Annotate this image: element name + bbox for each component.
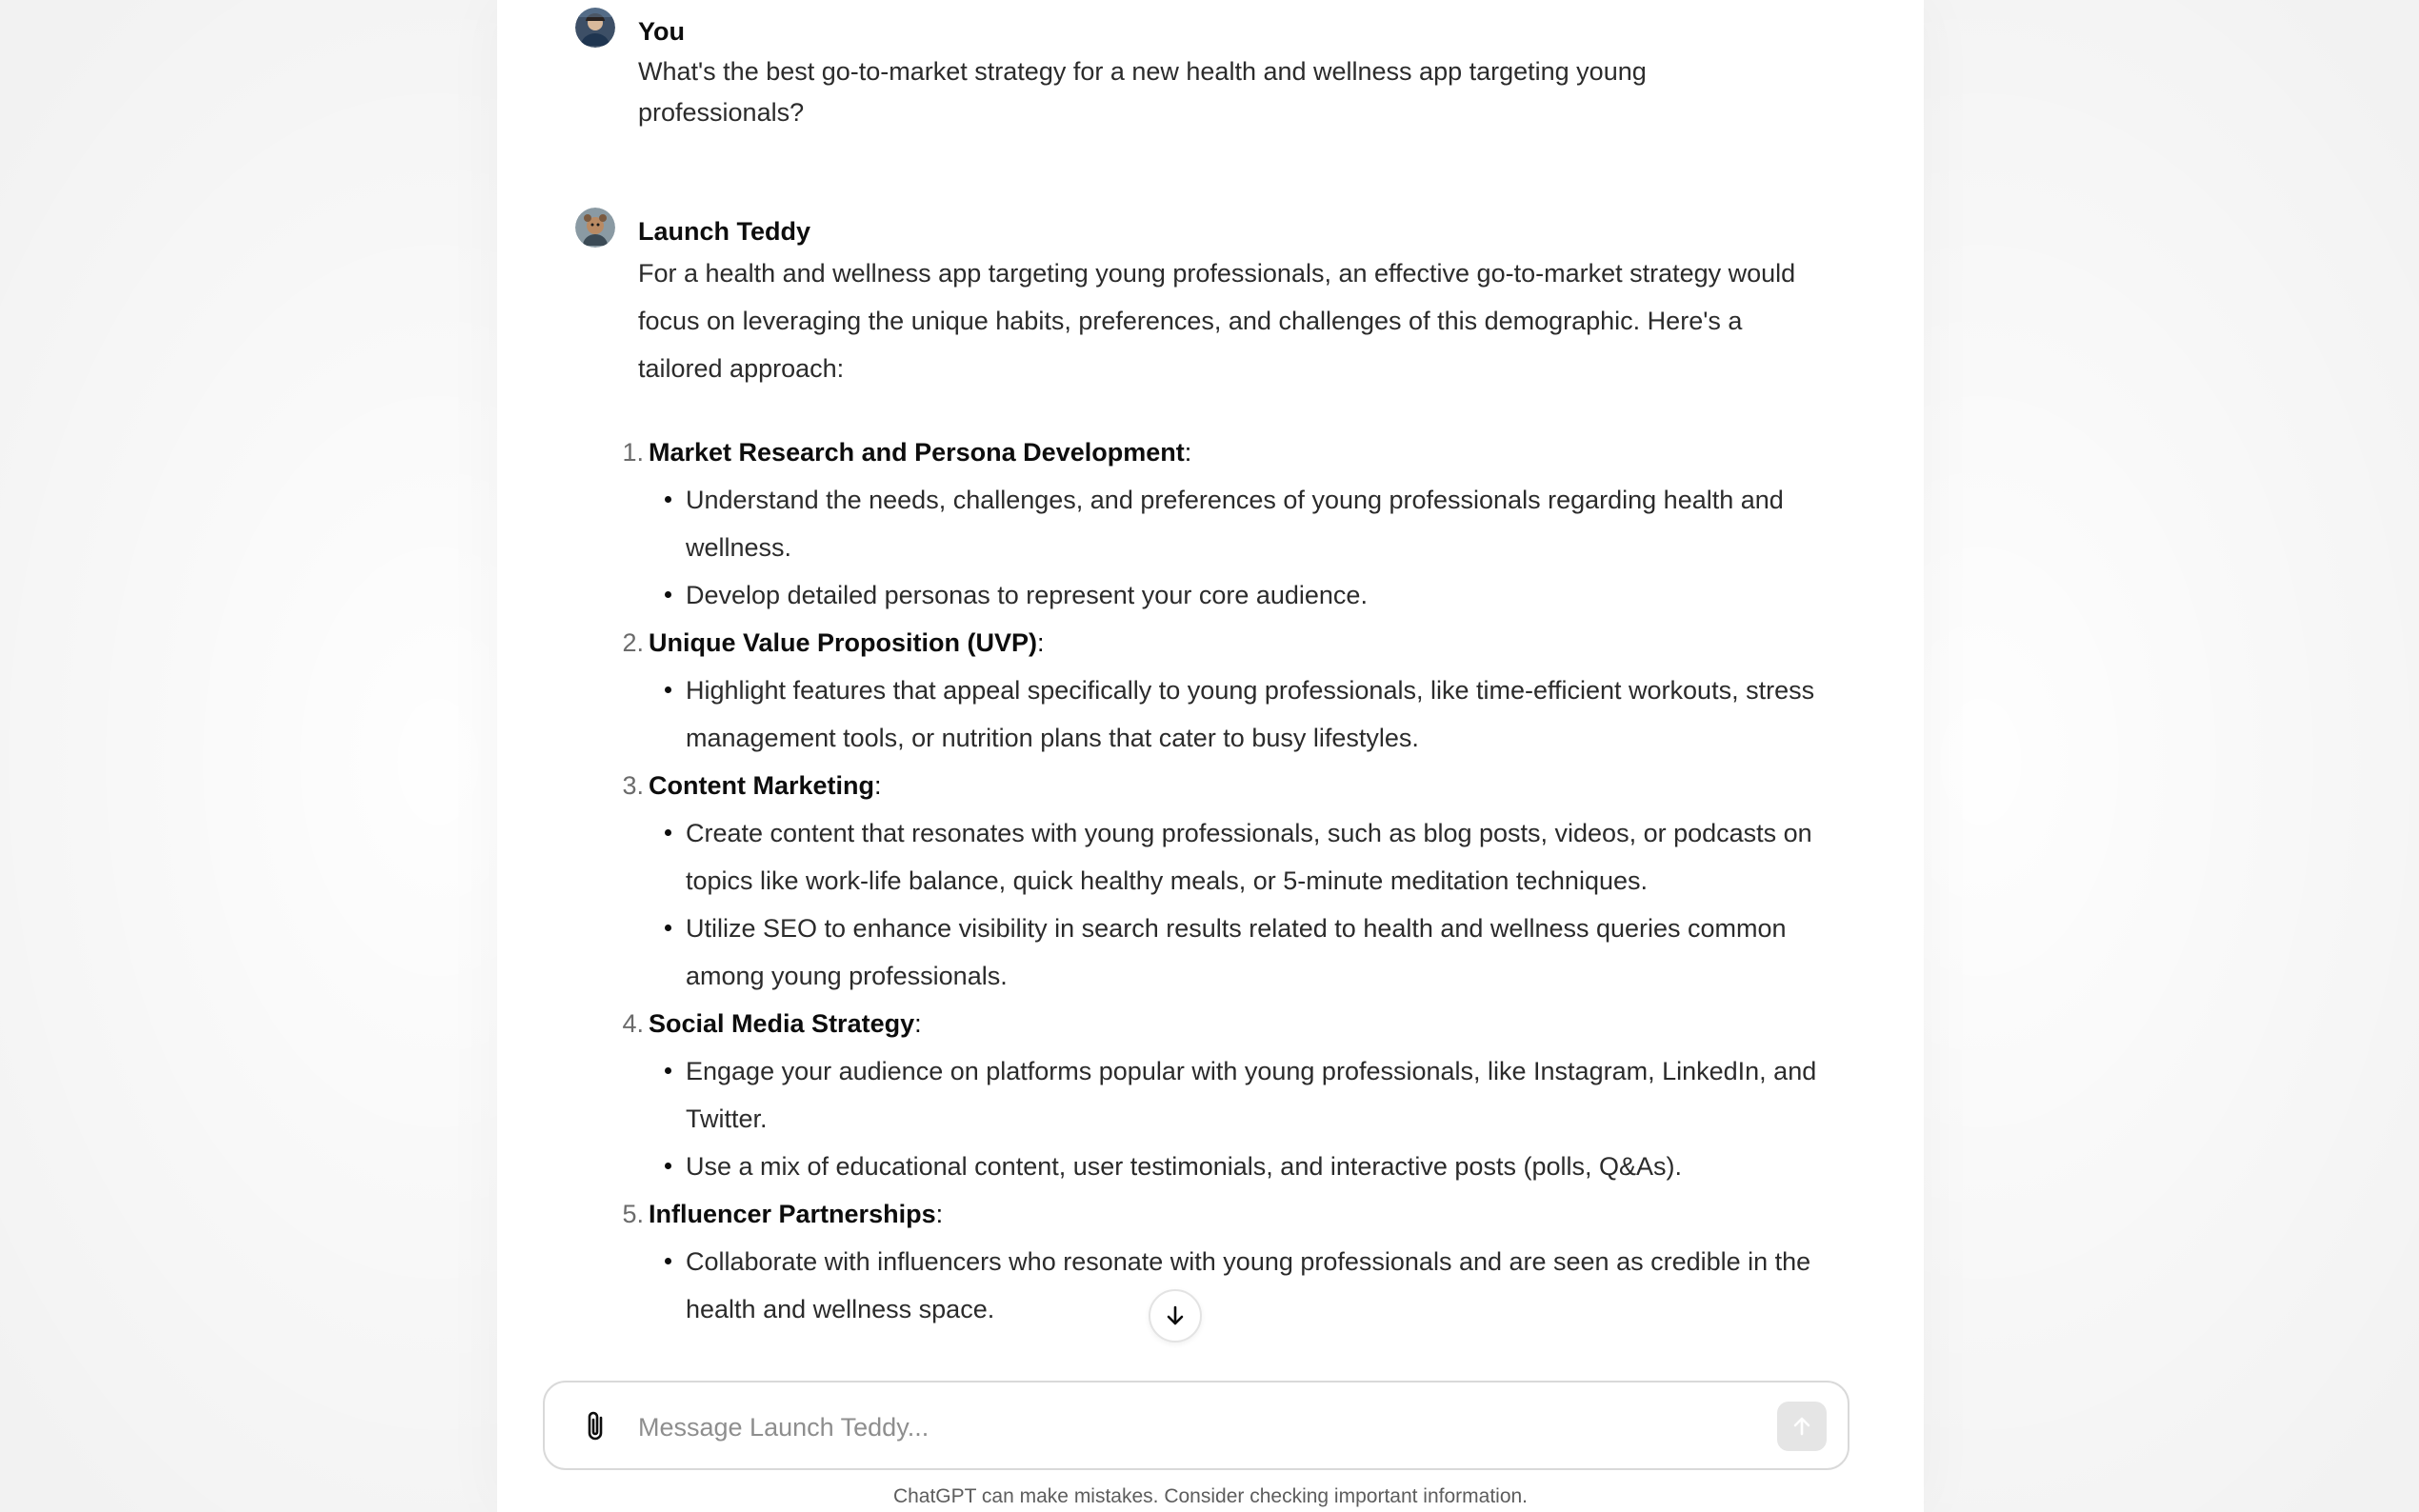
- list-item-text: Create content that resonates with young professionals, such as blog posts, videos, or podcasts on topics like work-life balance, quick healthy meals, or 5-minute meditation techniques.: [686, 819, 1812, 895]
- section-number: 4.: [622, 1009, 644, 1038]
- section-title: Content Marketing:: [649, 771, 882, 800]
- section-heading: [622, 428, 1829, 476]
- bullet-dot: [665, 829, 671, 836]
- list-item: [638, 1238, 1829, 1333]
- bullet-dot: [665, 496, 671, 503]
- bullet-dot: [665, 1067, 671, 1074]
- section-heading: [622, 762, 1829, 809]
- arrow-down-icon: [1163, 1303, 1188, 1328]
- section-title: Influencer Partnerships:: [649, 1200, 944, 1228]
- message-composer: [543, 1381, 1849, 1470]
- chat-panel: [497, 0, 1924, 1512]
- section-title: Unique Value Proposition (UVP):: [649, 628, 1045, 657]
- section-title-text: Unique Value Proposition (UVP): [649, 628, 1038, 657]
- strategy-section: [622, 762, 1829, 1000]
- list-item: [638, 571, 1829, 619]
- list-item: [638, 476, 1829, 571]
- list-item-text: Develop detailed personas to represent your core audience.: [686, 581, 1368, 609]
- assistant-author-name: Launch Teddy: [638, 217, 811, 246]
- section-heading: [622, 1190, 1829, 1238]
- bullet-dot: [665, 591, 671, 598]
- section-title-text: Influencer Partnerships: [649, 1200, 936, 1228]
- strategy-section: [622, 619, 1829, 762]
- strategy-section: [622, 1190, 1829, 1333]
- arrow-up-icon: [1790, 1415, 1813, 1438]
- user-message-text: What's the best go-to-market strategy for a new health and wellness app targeting young professionals?: [638, 57, 1647, 127]
- conversation-scroll-area[interactable]: [497, 0, 1924, 1371]
- section-title-text: Content Marketing: [649, 771, 875, 800]
- user-avatar: [575, 8, 615, 48]
- section-number: 1.: [622, 438, 644, 467]
- bullet-dot: [665, 1258, 671, 1264]
- section-title: Social Media Strategy:: [649, 1009, 922, 1038]
- attach-button[interactable]: [577, 1407, 615, 1445]
- scroll-to-bottom-button[interactable]: [1149, 1289, 1202, 1343]
- list-item-text: Highlight features that appeal specifically to young professionals, like time-efficient workouts, stress management tools, or nutrition plans that cater to busy lifestyles.: [686, 676, 1815, 752]
- list-item: [638, 1143, 1829, 1190]
- strategy-section: [622, 1000, 1829, 1190]
- section-number: 5.: [622, 1200, 644, 1228]
- assistant-avatar: [575, 208, 615, 248]
- list-item-text: Understand the needs, challenges, and preferences of young professionals regarding health and wellness.: [686, 486, 1784, 562]
- section-number: 2.: [622, 628, 644, 657]
- message-input[interactable]: [636, 1403, 1735, 1451]
- paperclip-icon: [582, 1409, 610, 1443]
- strategy-list: [622, 428, 1829, 1333]
- user-author-name: You: [638, 17, 685, 46]
- section-title-text: Social Media Strategy: [649, 1009, 915, 1038]
- list-item-text: Use a mix of educational content, user testimonials, and interactive posts (polls, Q&As).: [686, 1152, 1682, 1181]
- list-item: [638, 1047, 1829, 1143]
- list-item-text: Engage your audience on platforms popular with young professionals, like Instagram, LinkedIn, and Twitter.: [686, 1057, 1817, 1133]
- list-item: [638, 809, 1829, 905]
- disclaimer-text: ChatGPT can make mistakes. Consider checking important information.: [892, 1485, 1529, 1507]
- list-item-text: Collaborate with influencers who resonate with young professionals and are seen as credible in the health and wellness space.: [686, 1247, 1811, 1323]
- bullet-dot: [665, 686, 671, 693]
- section-heading: [622, 1000, 1829, 1047]
- list-item-text: Utilize SEO to enhance visibility in search results related to health and wellness queries common among young professionals.: [686, 914, 1787, 990]
- list-item: [638, 905, 1829, 1000]
- section-title: Market Research and Persona Development:: [649, 438, 1192, 467]
- send-button[interactable]: [1777, 1402, 1827, 1451]
- bullet-dot: [665, 925, 671, 931]
- strategy-section: [622, 428, 1829, 619]
- bullet-dot: [665, 1163, 671, 1169]
- section-heading: [622, 619, 1829, 666]
- section-number: 3.: [622, 771, 644, 800]
- list-item: [638, 666, 1829, 762]
- section-title-text: Market Research and Persona Development: [649, 438, 1185, 467]
- assistant-intro-text: For a health and wellness app targeting young professionals, an effective go-to-market strategy would focus on leveraging the unique habits, preferences, and challenges of this demographic. Here's a tailored approach:: [638, 259, 1796, 383]
